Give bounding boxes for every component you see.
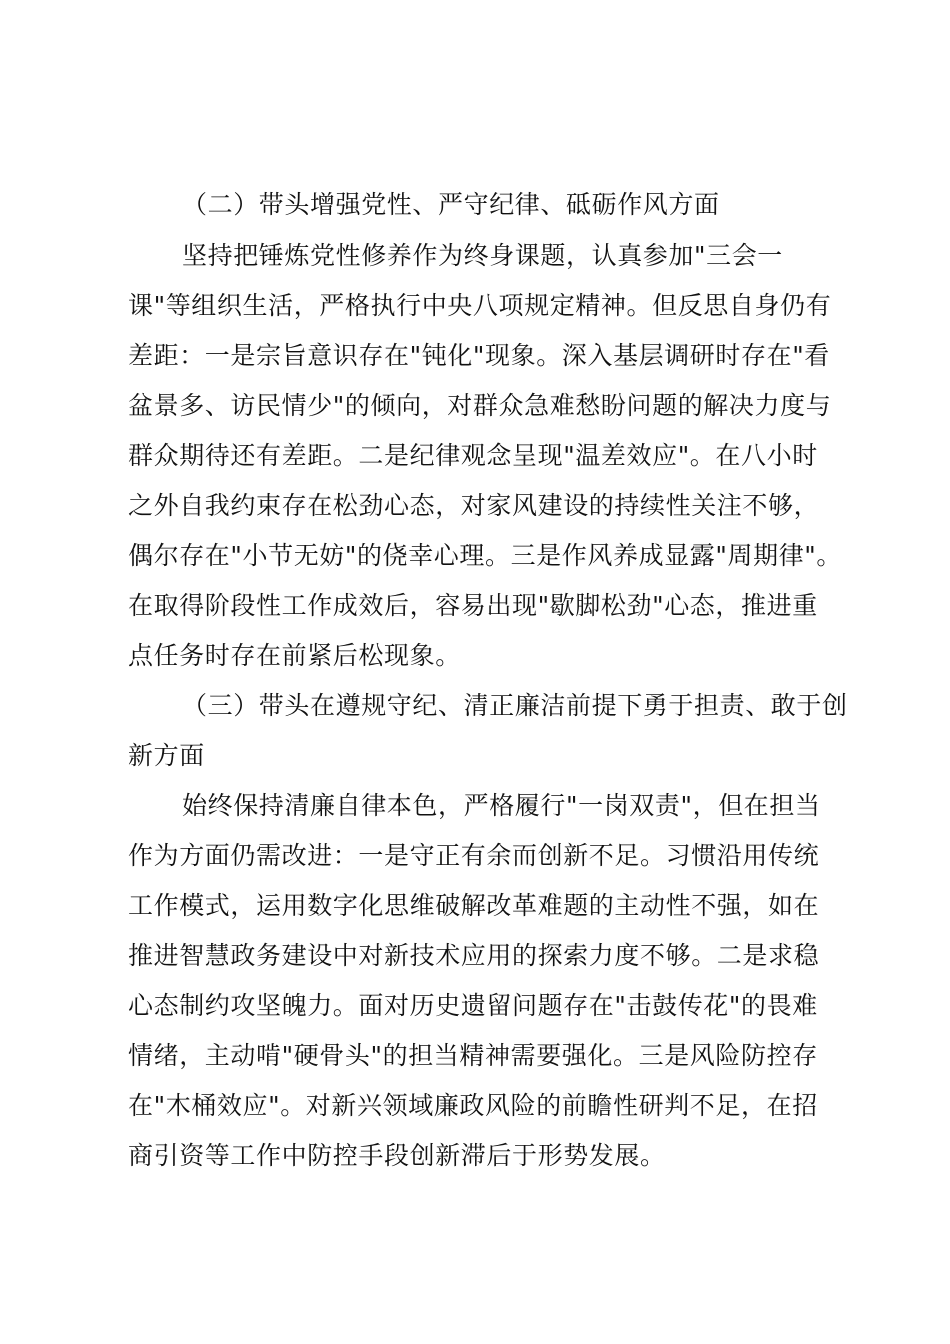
paragraph-line: 作为方面仍需改进：一是守正有余而创新不足。习惯沿用传统 — [128, 841, 820, 870]
section-heading-3-continued: 新方面 — [128, 741, 205, 770]
paragraph-line: 始终保持清廉自律本色，严格履行"一岗双责"，但在担当 — [182, 791, 821, 820]
paragraph-line: 盆景多、访民情少"的倾向，对群众急难愁盼问题的解决力度与 — [128, 391, 832, 420]
paragraph-line: 点任务时存在前紧后松现象。 — [128, 641, 461, 670]
paragraph-line: 商引资等工作中防控手段创新滞后于形势发展。 — [128, 1141, 666, 1170]
paragraph-line: 坚持把锤炼党性修养作为终身课题，认真参加"三会一 — [182, 241, 783, 270]
section-heading-3: （三）带头在遵规守纪、清正廉洁前提下勇于担责、敢于创 — [182, 691, 848, 720]
paragraph-line: 在"木桶效应"。对新兴领域廉政风险的前瞻性研判不足，在招 — [128, 1091, 818, 1120]
paragraph-line: 课"等组织生活，严格执行中央八项规定精神。但反思自身仍有 — [128, 291, 832, 320]
paragraph-line: 心态制约攻坚魄力。面对历史遗留问题存在"击鼓传花"的畏难 — [128, 991, 818, 1020]
paragraph-line: 差距：一是宗旨意识存在"钝化"现象。深入基层调研时存在"看 — [128, 341, 830, 370]
paragraph-line: 推进智慧政务建设中对新技术应用的探索力度不够。二是求稳 — [128, 941, 820, 970]
paragraph-line: 群众期待还有差距。二是纪律观念呈现"温差效应"。在八小时 — [128, 441, 818, 470]
paragraph-line: 之外自我约束存在松劲心态，对家风建设的持续性关注不够， — [128, 491, 820, 520]
paragraph-line: 偶尔存在"小节无妨"的侥幸心理。三是作风养成显露"周期律"。 — [128, 541, 842, 570]
section-heading-2: （二）带头增强党性、严守纪律、砥砺作风方面 — [182, 190, 720, 219]
paragraph-line: 情绪，主动啃"硬骨头"的担当精神需要强化。三是风险防控存 — [128, 1041, 818, 1070]
paragraph-line: 工作模式，运用数字化思维破解改革难题的主动性不强，如在 — [128, 891, 820, 920]
paragraph-line: 在取得阶段性工作成效后，容易出现"歇脚松劲"心态，推进重 — [128, 591, 818, 620]
